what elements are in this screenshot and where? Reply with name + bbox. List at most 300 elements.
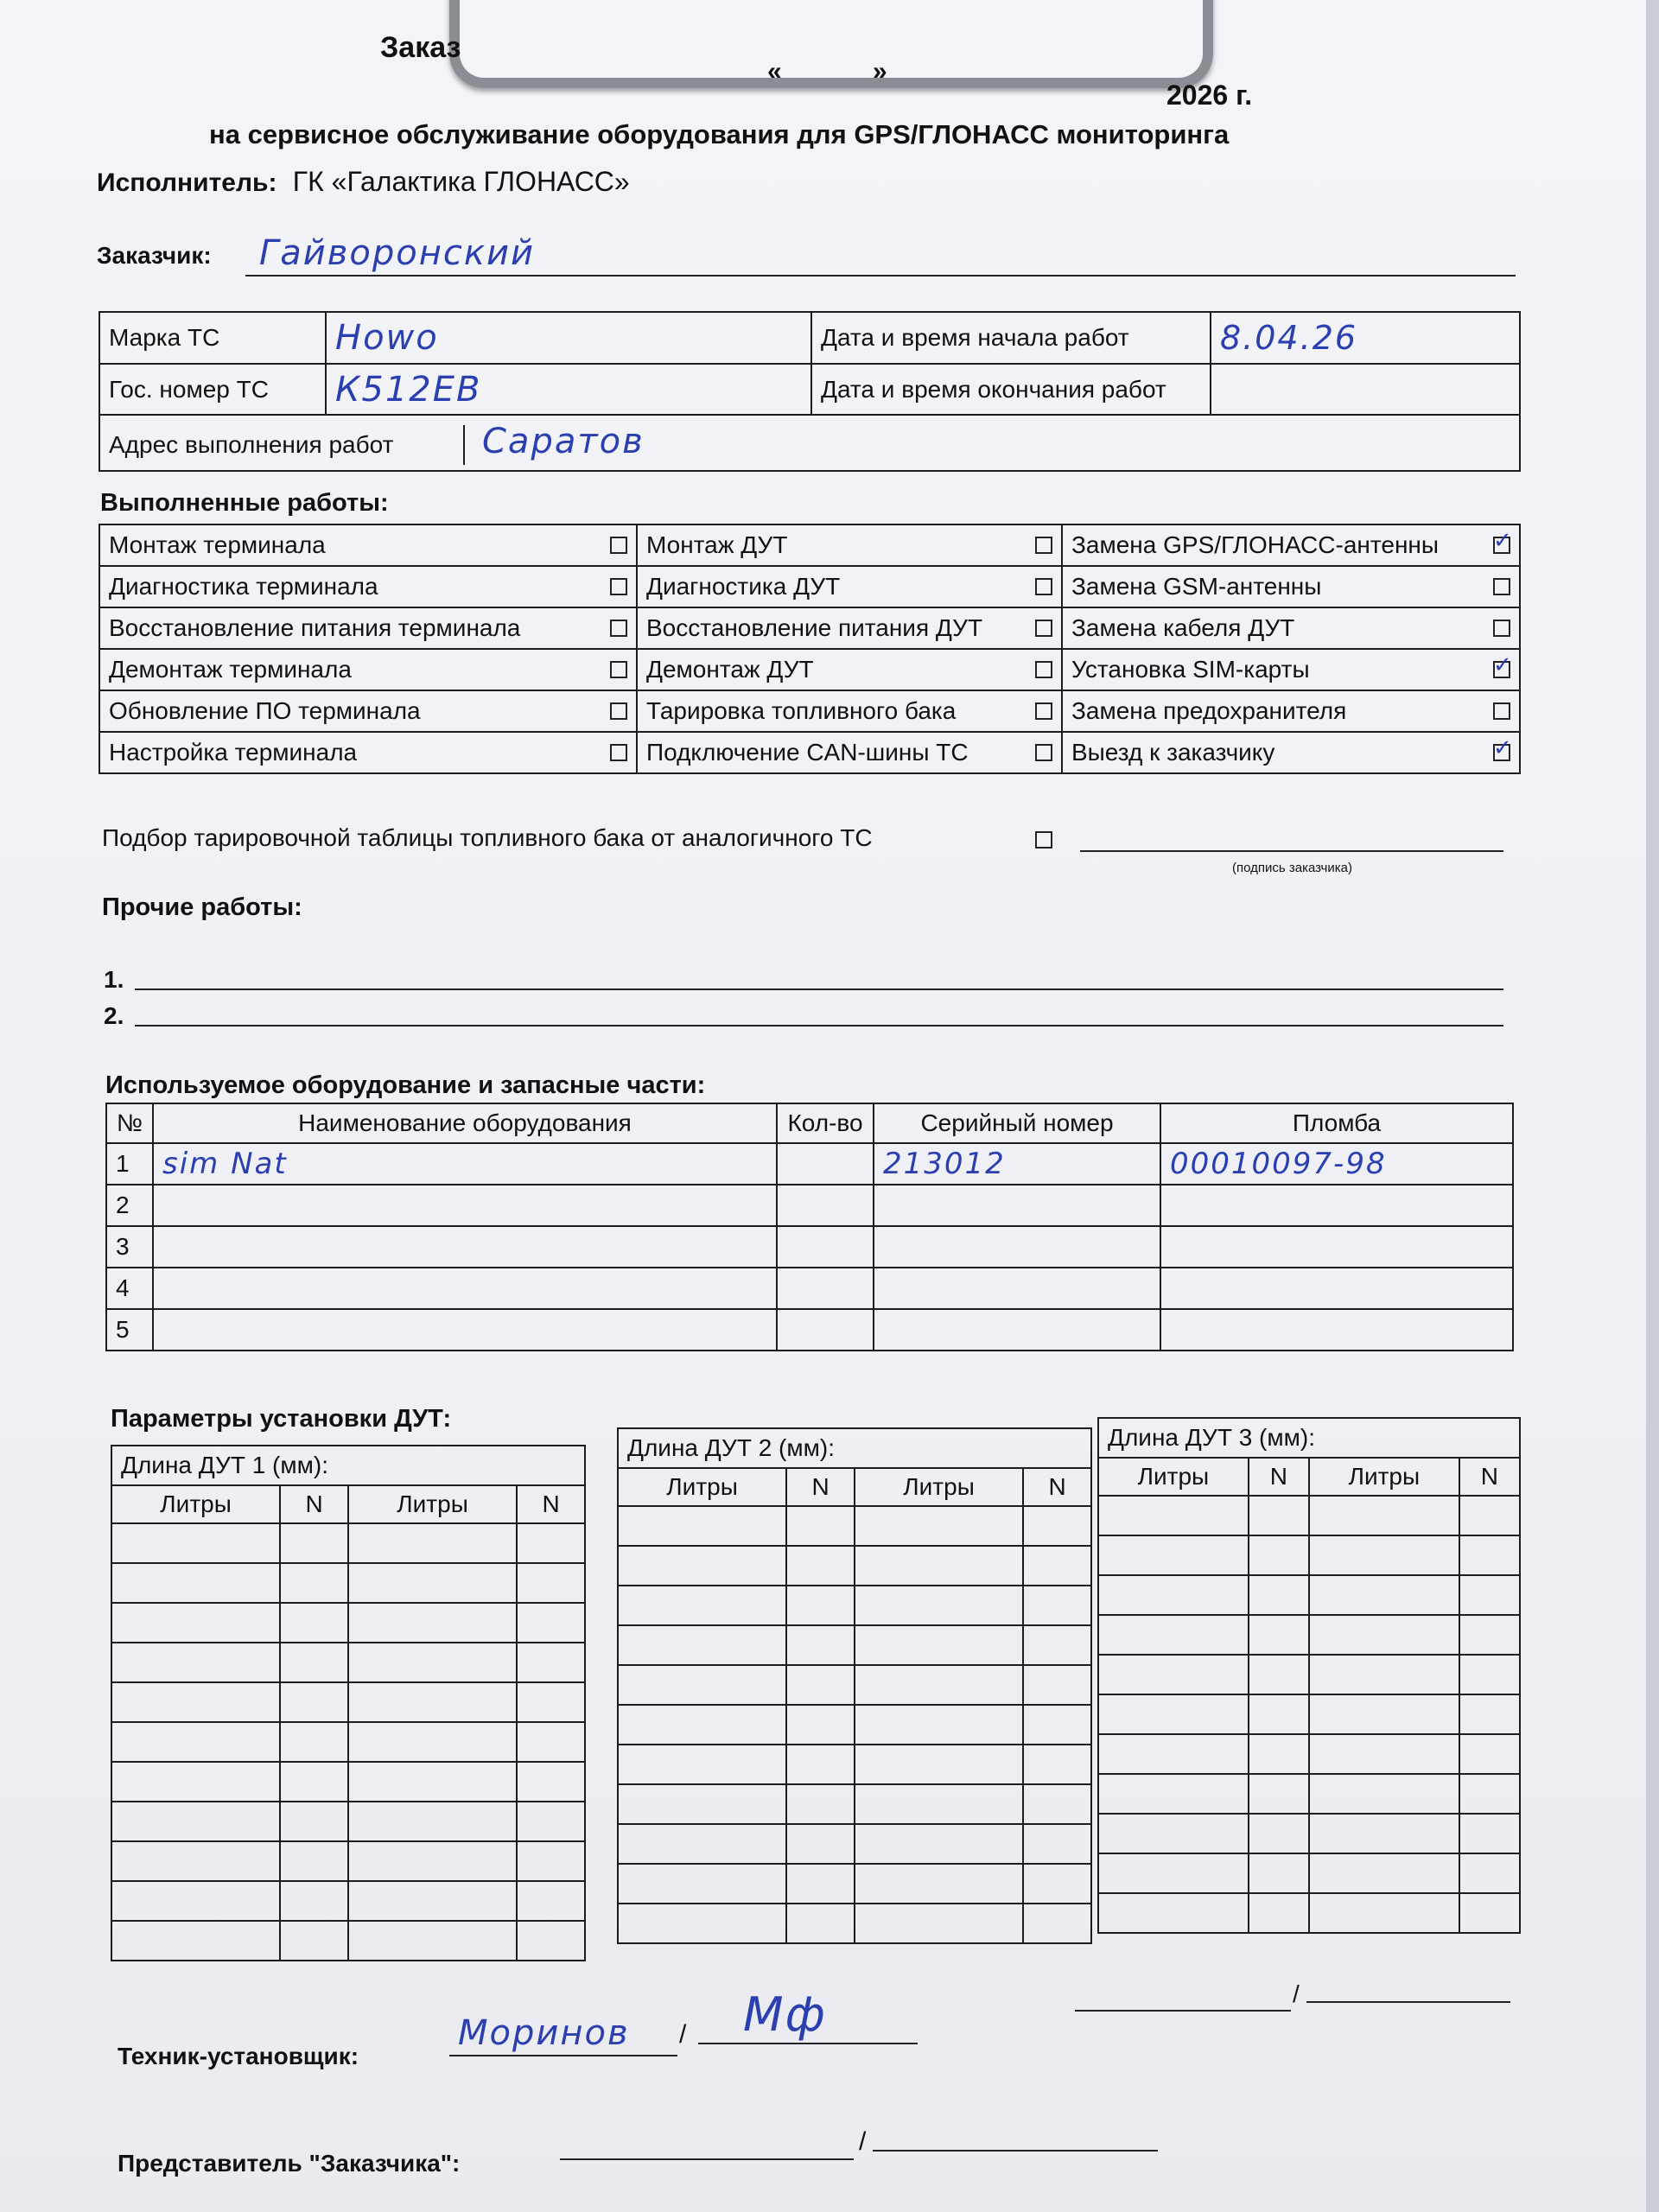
dut-cell[interactable] <box>855 1864 1023 1904</box>
dut-cell[interactable] <box>517 1643 585 1682</box>
representative-name-line[interactable] <box>560 2158 854 2160</box>
dut-cell[interactable] <box>1023 1586 1091 1625</box>
dut-cell[interactable] <box>786 1506 855 1546</box>
dut-row <box>1098 1496 1520 1535</box>
work-label: Замена кабеля ДУТ <box>1071 614 1295 641</box>
dut-cell[interactable] <box>1309 1615 1459 1655</box>
dut-cell[interactable] <box>855 1904 1023 1943</box>
dut-row <box>1098 1734 1520 1774</box>
dut-cell[interactable] <box>517 1682 585 1722</box>
dut-cell[interactable] <box>1023 1824 1091 1864</box>
dut-cell[interactable] <box>1249 1496 1309 1535</box>
dut-cell[interactable] <box>1098 1575 1249 1615</box>
dut-cell[interactable] <box>1309 1893 1459 1933</box>
representative-label: Представитель "Заказчика": <box>118 2150 461 2177</box>
dut-title: Длина ДУТ 3 (мм): <box>1098 1418 1520 1458</box>
dut-cell[interactable] <box>1459 1615 1520 1655</box>
calibration-checkbox[interactable] <box>1035 831 1052 849</box>
table-cell[interactable]: 213012 <box>874 1143 1160 1185</box>
dut-cell[interactable] <box>348 1682 517 1722</box>
dut-row <box>618 1784 1091 1824</box>
dut-cell[interactable] <box>1459 1853 1520 1893</box>
work-label: Замена GSM-антенны <box>1071 573 1322 600</box>
dut-cell[interactable] <box>1098 1694 1249 1734</box>
work-cell <box>1062 649 1520 690</box>
dut-cell[interactable] <box>348 1603 517 1643</box>
dut-cell[interactable] <box>1023 1705 1091 1745</box>
work-cell <box>99 690 637 732</box>
dut-row <box>1098 1575 1520 1615</box>
dut-cell[interactable] <box>786 1824 855 1864</box>
other-work-1-number: 1. <box>104 966 124 993</box>
dut-row <box>1098 1535 1520 1575</box>
dut-cell[interactable] <box>1249 1535 1309 1575</box>
dut-table <box>1097 1417 1521 1934</box>
dut-cell[interactable] <box>1098 1655 1249 1694</box>
work-cell <box>99 649 637 690</box>
work-checkbox[interactable] <box>1493 578 1510 595</box>
table-cell[interactable] <box>874 1226 1160 1268</box>
work-cell <box>99 566 637 607</box>
executor-value: ГК «Галактика ГЛОНАСС» <box>292 166 630 197</box>
dut-cell[interactable] <box>1023 1506 1091 1546</box>
dut-cell[interactable] <box>1459 1893 1520 1933</box>
table-cell[interactable]: sim Nat <box>153 1143 777 1185</box>
dut-cell[interactable] <box>855 1665 1023 1705</box>
dut-cell[interactable] <box>1459 1694 1520 1734</box>
work-checkbox[interactable] <box>1035 702 1052 720</box>
end-label: Дата и время окончания работ <box>811 364 1211 416</box>
dut-column-header: N <box>1249 1458 1309 1496</box>
dut-cell[interactable] <box>786 1705 855 1745</box>
dut-cell[interactable] <box>517 1722 585 1762</box>
dut-cell[interactable] <box>517 1563 585 1603</box>
dut-cell[interactable] <box>618 1745 786 1784</box>
dut-cell[interactable] <box>855 1625 1023 1665</box>
dut-cell[interactable] <box>1023 1625 1091 1665</box>
table-cell[interactable] <box>1160 1185 1513 1226</box>
dut-cell[interactable] <box>1023 1784 1091 1824</box>
dut-cell[interactable] <box>855 1824 1023 1864</box>
table-cell[interactable] <box>1160 1309 1513 1351</box>
dut-cell[interactable] <box>1309 1853 1459 1893</box>
work-label: Демонтаж терминала <box>109 656 352 683</box>
table-cell[interactable] <box>153 1309 777 1351</box>
dut-cell[interactable] <box>517 1921 585 1961</box>
dut-cell[interactable] <box>1249 1774 1309 1814</box>
form-subtitle: на сервисное обслуживание оборудования для GPS/ГЛОНАСС мониторинга <box>209 119 1230 149</box>
dut-title: Длина ДУТ 2 (мм): <box>618 1428 1091 1468</box>
technician-signature[interactable]: Мф <box>743 1987 827 2042</box>
dut-cell[interactable] <box>618 1665 786 1705</box>
work-cell <box>99 607 637 649</box>
work-checkbox[interactable] <box>1493 744 1510 761</box>
dut-cell[interactable] <box>1309 1535 1459 1575</box>
dut-cell[interactable] <box>111 1523 280 1563</box>
vehicle-table <box>99 311 1521 472</box>
dut-cell[interactable] <box>1309 1734 1459 1774</box>
work-label: Демонтаж ДУТ <box>646 656 814 683</box>
dut-cell[interactable] <box>111 1841 280 1881</box>
dut-cell[interactable] <box>517 1802 585 1841</box>
dut-row <box>1098 1615 1520 1655</box>
dut-cell[interactable] <box>618 1586 786 1625</box>
dut-cell[interactable] <box>1098 1615 1249 1655</box>
work-checkbox[interactable] <box>610 661 627 678</box>
work-checkbox[interactable] <box>610 744 627 761</box>
dut-column-header: Литры <box>1098 1458 1249 1496</box>
work-label: Обновление ПО терминала <box>109 697 421 724</box>
dut-cell[interactable] <box>1098 1814 1249 1853</box>
dut-cell[interactable] <box>786 1745 855 1784</box>
dut-cell[interactable] <box>1309 1694 1459 1734</box>
dut-cell[interactable] <box>618 1784 786 1824</box>
dut-column-header: N <box>1459 1458 1520 1496</box>
table-cell[interactable] <box>874 1309 1160 1351</box>
table-row <box>106 1185 1513 1226</box>
dut-cell[interactable] <box>1249 1893 1309 1933</box>
work-checkbox[interactable] <box>610 537 627 554</box>
dut-cell[interactable] <box>348 1802 517 1841</box>
col-serial: Серийный номер <box>874 1103 1160 1143</box>
table-cell[interactable] <box>153 1226 777 1268</box>
dut-cell[interactable] <box>786 1546 855 1586</box>
work-label: Монтаж ДУТ <box>646 531 788 558</box>
work-checkbox[interactable] <box>1493 620 1510 637</box>
dut-cell[interactable] <box>1309 1575 1459 1615</box>
executor-label: Исполнитель: <box>97 168 277 197</box>
work-checkbox[interactable] <box>1493 661 1510 678</box>
dut-cell[interactable] <box>111 1762 280 1802</box>
dut-cell[interactable] <box>1309 1655 1459 1694</box>
dut-row <box>111 1881 585 1921</box>
dut-cell[interactable] <box>280 1841 348 1881</box>
dut-cell[interactable] <box>1098 1496 1249 1535</box>
work-cell <box>637 607 1062 649</box>
work-label: Тарировка топливного бака <box>646 697 957 724</box>
dut-cell[interactable] <box>348 1722 517 1762</box>
dut-cell[interactable] <box>1459 1535 1520 1575</box>
work-label: Замена GPS/ГЛОНАСС-антенны <box>1071 531 1439 558</box>
dut-row <box>111 1762 585 1802</box>
dut-cell[interactable] <box>786 1586 855 1625</box>
dut-row <box>618 1904 1091 1943</box>
table-cell[interactable] <box>777 1268 874 1309</box>
dut-cell[interactable] <box>111 1802 280 1841</box>
dut-row <box>111 1523 585 1563</box>
extra-sign-line-2[interactable] <box>1306 2001 1510 2003</box>
work-label: Восстановление питания ДУТ <box>646 614 983 641</box>
work-cell <box>637 690 1062 732</box>
start-label: Дата и время начала работ <box>811 312 1211 364</box>
dut-row <box>111 1563 585 1603</box>
dut-column-header: Литры <box>855 1468 1023 1506</box>
table-cell[interactable]: 00010097-98 <box>1160 1143 1513 1185</box>
dut-cell[interactable] <box>1459 1814 1520 1853</box>
dut-cell[interactable] <box>1309 1496 1459 1535</box>
work-label: Выезд к заказчику <box>1071 739 1275 766</box>
customer-label: Заказчик: <box>97 242 212 269</box>
dut-cell[interactable] <box>280 1921 348 1961</box>
table-cell[interactable] <box>777 1226 874 1268</box>
dut-title: Длина ДУТ 1 (мм): <box>111 1446 585 1485</box>
dut-table <box>617 1427 1092 1944</box>
dut-row <box>111 1722 585 1762</box>
end-value[interactable] <box>1211 364 1520 416</box>
address-label: Адрес выполнения работ <box>100 425 465 465</box>
dut-cell[interactable] <box>1249 1853 1309 1893</box>
customer-value[interactable]: Гайворонский <box>259 233 535 273</box>
work-label: Диагностика ДУТ <box>646 573 841 600</box>
works-heading: Выполненные работы: <box>100 489 389 517</box>
dut-cell[interactable] <box>855 1784 1023 1824</box>
customer-underline <box>245 275 1516 276</box>
address-row <box>99 415 1520 471</box>
dut-cell[interactable] <box>1098 1853 1249 1893</box>
representative-slash: / <box>859 2127 867 2156</box>
col-name: Наименование оборудования <box>153 1103 777 1143</box>
dut-table <box>111 1445 586 1961</box>
dut-cell[interactable] <box>1249 1655 1309 1694</box>
dut-row <box>618 1705 1091 1745</box>
work-checkbox[interactable] <box>1493 702 1510 720</box>
dut-cell[interactable] <box>1023 1546 1091 1586</box>
dut-cell[interactable] <box>348 1841 517 1881</box>
dut-cell[interactable] <box>786 1625 855 1665</box>
dut-column-header: N <box>1023 1468 1091 1506</box>
dut-row <box>111 1802 585 1841</box>
signature-caption: (подпись заказчика) <box>1232 861 1352 875</box>
dut-cell[interactable] <box>280 1523 348 1563</box>
dut-column-header: Литры <box>348 1485 517 1523</box>
technician-sign-line <box>698 2043 918 2044</box>
dut-cell[interactable] <box>786 1864 855 1904</box>
technician-name-line <box>449 2055 677 2056</box>
date-quote-open: « <box>767 57 782 86</box>
dut-cell[interactable] <box>348 1523 517 1563</box>
technician-name[interactable]: Моринов <box>458 2013 630 2053</box>
table-cell[interactable] <box>777 1143 874 1185</box>
dut-row <box>111 1841 585 1881</box>
dut-cell[interactable] <box>348 1921 517 1961</box>
dut-cell[interactable] <box>1309 1814 1459 1853</box>
dut-cell[interactable] <box>517 1841 585 1881</box>
form-title: Заказ <box>380 31 461 64</box>
dut-cell[interactable] <box>280 1603 348 1643</box>
dut-cell[interactable] <box>1309 1774 1459 1814</box>
extra-sign-line-1[interactable] <box>1075 2010 1291 2012</box>
start-value[interactable]: 8.04.26 <box>1211 312 1520 364</box>
equipment-table <box>105 1103 1514 1351</box>
table-cell[interactable] <box>1160 1226 1513 1268</box>
dut-cell[interactable] <box>1023 1904 1091 1943</box>
table-cell[interactable] <box>874 1268 1160 1309</box>
table-row <box>106 1143 1513 1185</box>
work-checkbox[interactable] <box>1035 537 1052 554</box>
dut-cell[interactable] <box>348 1643 517 1682</box>
work-checkbox[interactable] <box>1035 578 1052 595</box>
table-cell[interactable] <box>1160 1268 1513 1309</box>
dut-cell[interactable] <box>1023 1665 1091 1705</box>
dut-cell[interactable] <box>786 1904 855 1943</box>
dut-row <box>1098 1694 1520 1734</box>
dut-cell[interactable] <box>1459 1774 1520 1814</box>
table-cell: 4 <box>106 1268 153 1309</box>
work-cell <box>1062 607 1520 649</box>
dut-cell[interactable] <box>280 1722 348 1762</box>
table-cell: 5 <box>106 1309 153 1351</box>
dut-cell[interactable] <box>855 1745 1023 1784</box>
plate-label: Гос. номер ТС <box>99 364 326 416</box>
dut-cell[interactable] <box>1249 1694 1309 1734</box>
dut-cell[interactable] <box>618 1705 786 1745</box>
dut-cell[interactable] <box>1459 1575 1520 1615</box>
works-row <box>99 607 1520 649</box>
dut-row <box>1098 1814 1520 1853</box>
work-checkbox[interactable] <box>1035 620 1052 637</box>
table-cell: 1 <box>106 1143 153 1185</box>
dut-row <box>618 1864 1091 1904</box>
dut-cell[interactable] <box>280 1682 348 1722</box>
work-checkbox[interactable] <box>610 620 627 637</box>
dut-cell[interactable] <box>1249 1575 1309 1615</box>
dut-row <box>618 1506 1091 1546</box>
calibration-label: Подбор тарировочной таблицы топливного бака от аналогичного ТС <box>102 824 873 851</box>
other-work-2-line[interactable] <box>135 1025 1503 1027</box>
dut-cell[interactable] <box>618 1904 786 1943</box>
dut-cell[interactable] <box>1023 1745 1091 1784</box>
dut-cell[interactable] <box>786 1665 855 1705</box>
form-year: 2026 г. <box>1166 79 1253 111</box>
dut-cell[interactable] <box>111 1682 280 1722</box>
dut-cell[interactable] <box>618 1625 786 1665</box>
col-seal: Пломба <box>1160 1103 1513 1143</box>
dut-cell[interactable] <box>111 1921 280 1961</box>
work-checkbox[interactable] <box>1035 661 1052 678</box>
dut-heading: Параметры установки ДУТ: <box>111 1405 452 1433</box>
dut-row <box>1098 1893 1520 1933</box>
table-cell[interactable] <box>777 1185 874 1226</box>
other-work-1-line[interactable] <box>135 988 1503 990</box>
dut-row <box>111 1921 585 1961</box>
work-label: Диагностика терминала <box>109 573 378 600</box>
col-number: № <box>106 1103 153 1143</box>
dut-column-header: N <box>280 1485 348 1523</box>
plate-value[interactable]: К512ЕВ <box>326 364 811 416</box>
dut-row <box>111 1603 585 1643</box>
dut-cell[interactable] <box>1249 1615 1309 1655</box>
dut-cell[interactable] <box>1098 1893 1249 1933</box>
dut-row <box>618 1824 1091 1864</box>
dut-cell[interactable] <box>1249 1734 1309 1774</box>
dut-cell[interactable] <box>517 1881 585 1921</box>
representative-sign-line[interactable] <box>873 2150 1158 2152</box>
dut-row <box>111 1643 585 1682</box>
dut-cell[interactable] <box>618 1864 786 1904</box>
work-checkbox[interactable] <box>610 578 627 595</box>
dut-cell[interactable] <box>786 1784 855 1824</box>
dut-cell[interactable] <box>1459 1734 1520 1774</box>
dut-cell[interactable] <box>1098 1535 1249 1575</box>
dut-cell[interactable] <box>517 1523 585 1563</box>
dut-cell[interactable] <box>1459 1496 1520 1535</box>
dut-row <box>618 1625 1091 1665</box>
dut-cell[interactable] <box>111 1643 280 1682</box>
dut-cell[interactable] <box>111 1722 280 1762</box>
dut-cell[interactable] <box>855 1506 1023 1546</box>
table-cell[interactable] <box>777 1309 874 1351</box>
work-cell <box>1062 524 1520 566</box>
dut-cell[interactable] <box>618 1546 786 1586</box>
table-cell[interactable] <box>153 1185 777 1226</box>
dut-cell[interactable] <box>111 1563 280 1603</box>
date-quote-close: » <box>873 57 887 86</box>
dut-cell[interactable] <box>280 1762 348 1802</box>
dut-cell[interactable] <box>1249 1814 1309 1853</box>
dut-cell[interactable] <box>348 1563 517 1603</box>
dut-row <box>618 1665 1091 1705</box>
dut-cell[interactable] <box>855 1546 1023 1586</box>
table-cell[interactable] <box>874 1185 1160 1226</box>
address-value[interactable]: Саратов <box>482 421 645 461</box>
dut-cell[interactable] <box>1098 1734 1249 1774</box>
dut-cell[interactable] <box>618 1824 786 1864</box>
technician-slash: / <box>679 2020 687 2049</box>
dut-cell[interactable] <box>1023 1864 1091 1904</box>
dut-cell[interactable] <box>517 1762 585 1802</box>
col-qty: Кол-во <box>777 1103 874 1143</box>
table-row <box>106 1309 1513 1351</box>
table-cell[interactable] <box>153 1268 777 1309</box>
dut-cell[interactable] <box>1098 1774 1249 1814</box>
customer-signature-line[interactable] <box>1080 850 1503 852</box>
dut-cell[interactable] <box>280 1563 348 1603</box>
work-checkbox[interactable] <box>610 702 627 720</box>
work-label: Замена предохранителя <box>1071 697 1347 724</box>
clipboard-clip <box>449 0 1213 88</box>
work-checkbox[interactable] <box>1035 744 1052 761</box>
dut-row <box>618 1546 1091 1586</box>
dut-row <box>111 1682 585 1722</box>
equipment-heading: Используемое оборудование и запасные части: <box>105 1071 706 1099</box>
extra-sign-slash: / <box>1293 1980 1300 2007</box>
dut-cell[interactable] <box>855 1586 1023 1625</box>
dut-cell[interactable] <box>1459 1655 1520 1694</box>
dut-column-header: N <box>786 1468 855 1506</box>
dut-row <box>618 1586 1091 1625</box>
dut-cell[interactable] <box>348 1881 517 1921</box>
work-cell <box>99 524 637 566</box>
work-label: Подключение CAN-шины ТС <box>646 739 969 766</box>
work-cell <box>1062 566 1520 607</box>
works-row <box>99 649 1520 690</box>
technician-label: Техник-установщик: <box>118 2043 359 2069</box>
dut-cell[interactable] <box>111 1603 280 1643</box>
dut-cell[interactable] <box>280 1643 348 1682</box>
dut-cell[interactable] <box>618 1506 786 1546</box>
dut-cell[interactable] <box>111 1881 280 1921</box>
dut-cell[interactable] <box>280 1802 348 1841</box>
works-row <box>99 690 1520 732</box>
work-checkbox[interactable] <box>1493 537 1510 554</box>
dut-cell[interactable] <box>855 1705 1023 1745</box>
brand-value[interactable]: Howo <box>326 312 811 364</box>
dut-cell[interactable] <box>517 1603 585 1643</box>
works-table <box>99 524 1521 774</box>
dut-cell[interactable] <box>280 1881 348 1921</box>
work-label: Настройка терминала <box>109 739 358 766</box>
dut-cell[interactable] <box>348 1762 517 1802</box>
